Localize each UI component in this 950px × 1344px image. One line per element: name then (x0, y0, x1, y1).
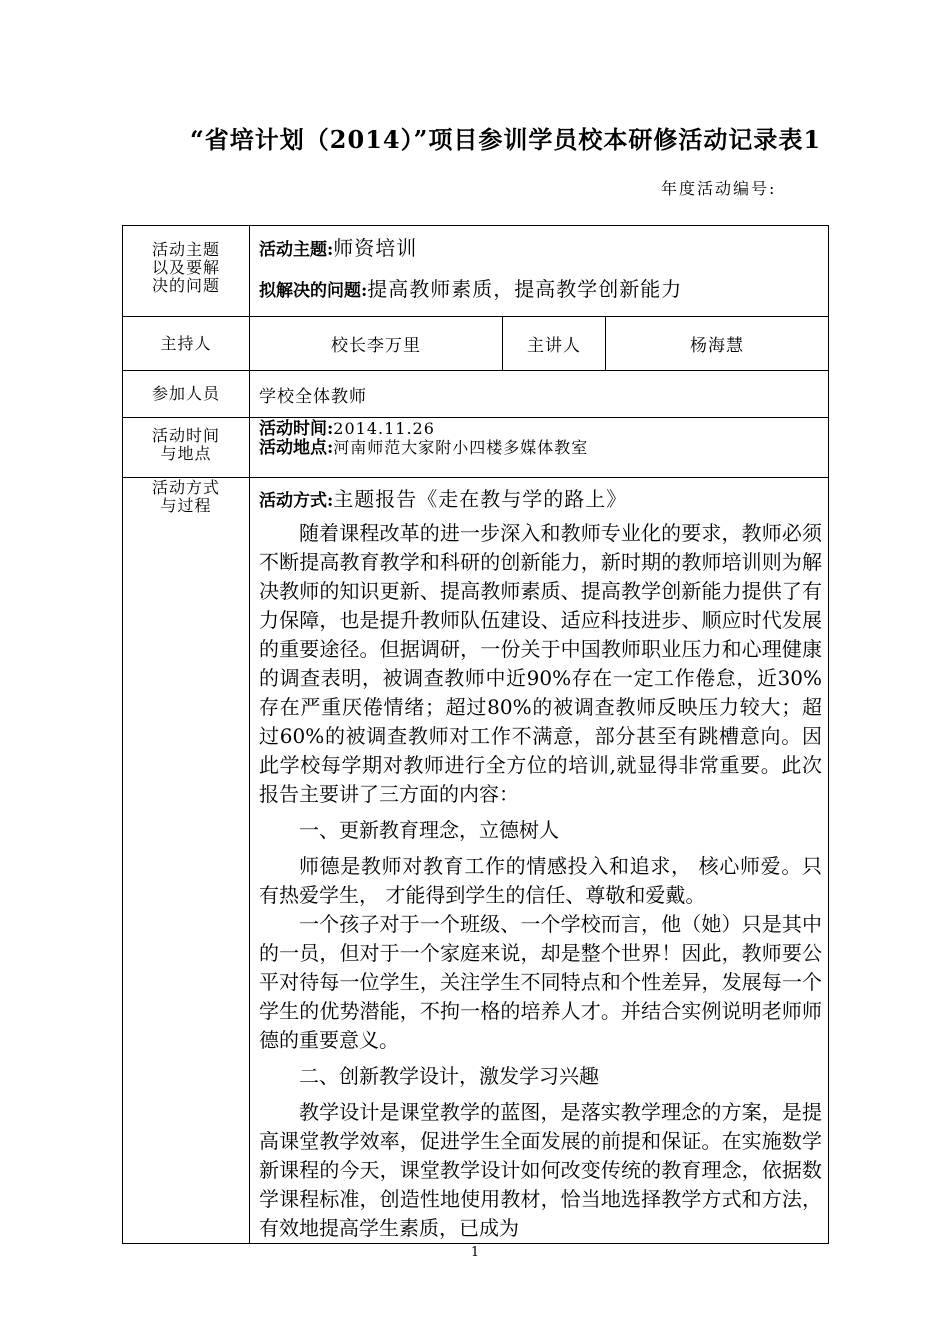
paragraph-ethics: 师德是教师对教育工作的情感投入和追求， 核心师爱。只有热爱学生， 才能得到学生的信任、尊敬和爱戴。 (259, 854, 823, 907)
section-heading-1: 一、更新教育理念，立德树人 (299, 818, 559, 842)
time-place-label: 活动时间与地点 (151, 426, 220, 463)
time-place-row (123, 418, 829, 478)
participants-row (123, 371, 829, 418)
document-title: “省培计划（2014）”项目参训学员校本研修活动记录表1 (190, 125, 822, 154)
activity-record-table (122, 225, 829, 1244)
participants-label: 参加人员 (123, 371, 250, 418)
time-place-content-cell (250, 418, 829, 478)
process-label-cell (123, 478, 250, 1244)
paragraph-design: 教学设计是课堂教学的蓝图，是落实教学理念的方案，是提高课堂教学效率，促进学生全面发展的前提和保证。在实施数学新课程的今天，课堂教学设计如何改变传统的教育理念，依据数学课程标准，创造性地使用教材，恰当地选择教学方式和方法，有效地提高学生素质，已成为 (259, 1100, 823, 1240)
page-number: 1 (470, 1245, 480, 1260)
problem-field-label: 拟解决的问题: (259, 281, 368, 301)
host-row (123, 317, 829, 371)
place-field-label: 活动地点: (259, 438, 334, 458)
problem-value: 提高教师素质，提高教学创新能力 (367, 277, 683, 301)
process-label: 活动方式与过程 (151, 478, 220, 515)
participants-value: 学校全体教师 (250, 371, 829, 418)
host-label: 主持人 (123, 317, 250, 371)
paragraph-equality: 一个孩子对于一个班级、一个学校而言，他（她）只是其中的一员，但对于一个家庭来说，却是整个世界！因此，教师要公平对待每一位学生，关注学生不同特点和个性差异，发展每一个学生的优势潜能，不拘一格的培养人才。并结合实例说明老师师德的重要意义。 (259, 912, 823, 1052)
time-field-label: 活动时间: (259, 419, 334, 439)
time-value: 2014.11.26 (333, 419, 435, 438)
theme-row (123, 226, 829, 317)
theme-content-cell (250, 226, 829, 317)
method-field-label: 活动方式: (259, 491, 334, 511)
speaker-label: 主讲人 (503, 317, 606, 371)
speaker-value: 杨海慧 (606, 317, 829, 371)
process-row (123, 478, 829, 1244)
theme-field-label: 活动主题: (259, 240, 334, 260)
method-value: 主题报告《走在教与学的路上》 (333, 487, 628, 511)
theme-label-cell (123, 226, 250, 317)
place-value: 河南师范大家附小四楼多媒体教室 (333, 438, 589, 457)
paragraph-intro: 随着课程改革的进一步深入和教师专业化的要求，教师必须不断提高教育教学和科研的创新能力，新时期的教师培训则为解决教师的知识更新、提高教师素质、提高教学创新能力提供了有力保障，也是提升教师队伍建设、适应科技进步、顺应时代发展的重要途径。但据调研，一份关于中国教师职业压力和心理健康的调查表明，被调查教师中近90%存在一定工作倦怠，近30%存在严重厌倦情绪；超过80%的被调查教师反映压力较大；超过60%的被调查教师对工作不满意，部分甚至有跳槽意向。因此学校每学期对教师进行全方位的培训,就显得非常重要。此次报告主要讲了三方面的内容： (259, 521, 823, 806)
time-place-label-cell (123, 418, 250, 478)
host-value: 校长李万里 (250, 317, 503, 371)
serial-number-label: 年度活动编号: (661, 179, 777, 198)
process-content-cell (250, 478, 829, 1244)
theme-row-label: 活动主题以及要解决的问题 (151, 240, 220, 295)
section-heading-2: 二、创新教学设计，激发学习兴趣 (299, 1064, 599, 1088)
theme-value: 师资培训 (333, 236, 418, 260)
